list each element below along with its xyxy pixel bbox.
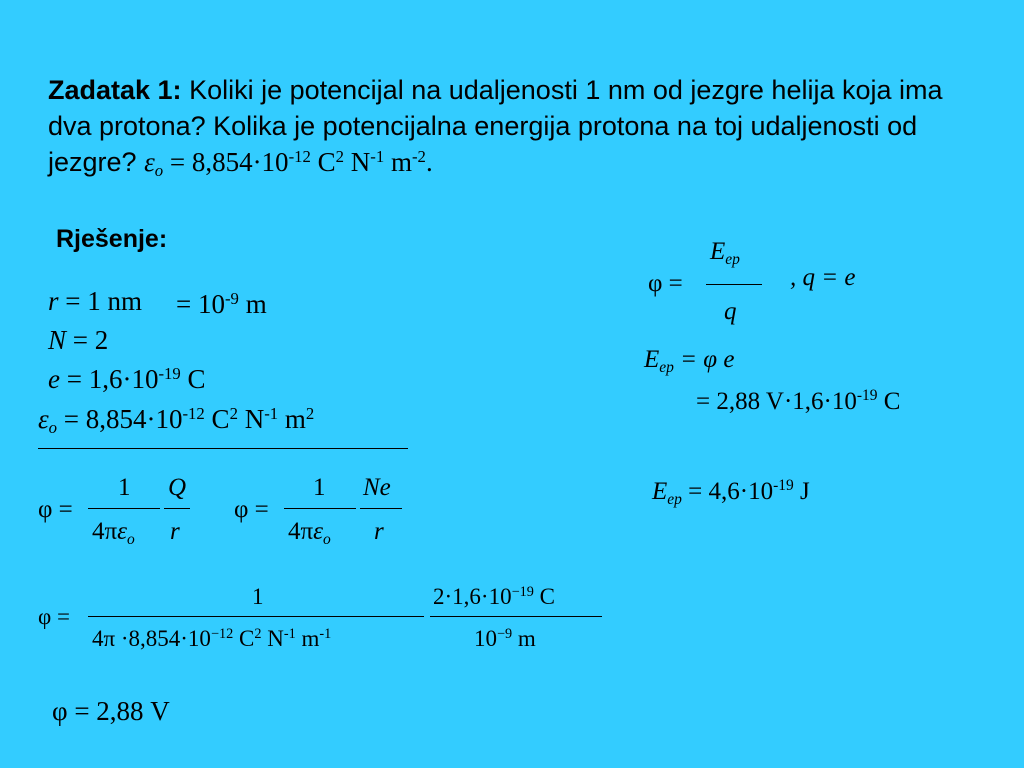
formula2-bar1 bbox=[284, 508, 356, 509]
formula1-bar2 bbox=[164, 508, 190, 509]
formula1-den1: $4\pi\varepsilon_o$ bbox=[92, 518, 135, 548]
formula3-bar1 bbox=[88, 616, 424, 617]
formula1-den2: r bbox=[170, 518, 180, 545]
given-eps: $\varepsilon_o = 8,854\cdot 10^{-12}$ $C^2$ $N^{-1}$ $m^2$ bbox=[38, 403, 315, 438]
formula1-num1: 1 bbox=[118, 474, 131, 501]
right-calc: = 2,88 $V\cdot 1,6\cdot 10^{-19}$ C bbox=[696, 387, 901, 415]
formula3-phi: φ = bbox=[38, 604, 70, 629]
given-n: N = 2 bbox=[48, 325, 109, 355]
result-phi: φ = 2,88 V bbox=[52, 696, 170, 726]
task-question: Koliki je potencijal na udaljenosti 1 nm od jezgre helija koja ima dva protona? Kolika je potencijalna energija protona na toj udaljenosti od jezgre? bbox=[48, 75, 943, 177]
task-text bbox=[48, 72, 988, 180]
given-e: $e = 1,6\cdot 10^{-19}$ C bbox=[48, 363, 206, 394]
formula1-phi: φ = bbox=[38, 496, 73, 523]
formula3-den1: $4\pi \cdot 8,854\cdot 10^{-12}$ $C^2$ $N^{-1}$ $m^{-1}$ bbox=[92, 626, 332, 651]
right-phi: φ = bbox=[648, 270, 683, 297]
given-divider bbox=[38, 448, 408, 449]
task-label: Zadatak 1: bbox=[48, 75, 182, 105]
formula2-num2: Ne bbox=[363, 474, 391, 501]
right-final: $E_{ep} = 4,6\cdot 10^{-19}$ J bbox=[652, 477, 810, 508]
formula3-num2: $2\cdot 1,6\cdot 10^{-19}$ C bbox=[433, 584, 555, 609]
formula3-num1: 1 bbox=[252, 584, 264, 609]
formula1-num2: Q bbox=[168, 474, 187, 501]
formula2-num1: 1 bbox=[313, 474, 326, 501]
formula1-bar1 bbox=[88, 508, 160, 509]
formula2-den1: $4\pi\varepsilon_o$ bbox=[288, 518, 331, 548]
given-r-conversion: = $10^{-9}$ m bbox=[176, 288, 267, 319]
given-r: r = 1 nm bbox=[48, 286, 142, 316]
formula2-den2: r bbox=[374, 518, 384, 545]
right-q-eq: , q = e bbox=[790, 264, 856, 291]
formula3-den2: $10^{-9}$ m bbox=[474, 626, 536, 651]
formula3-bar2 bbox=[430, 616, 602, 617]
task-eps-constant: $\varepsilon_o = 8,854\cdot 10^{-12}$ $C^2$ $N^{-1}$ $m^{-2}$. bbox=[144, 146, 433, 181]
right-num: $E_{ep}$ bbox=[710, 238, 740, 268]
right-frac-bar bbox=[706, 284, 762, 285]
formula2-bar2 bbox=[360, 508, 402, 509]
solution-heading: Rješenje: bbox=[56, 225, 168, 253]
right-eep-eq: $E_{ep} = \varphi$ e bbox=[644, 346, 735, 376]
right-den: q bbox=[724, 298, 737, 325]
formula2-phi: φ = bbox=[234, 496, 269, 523]
